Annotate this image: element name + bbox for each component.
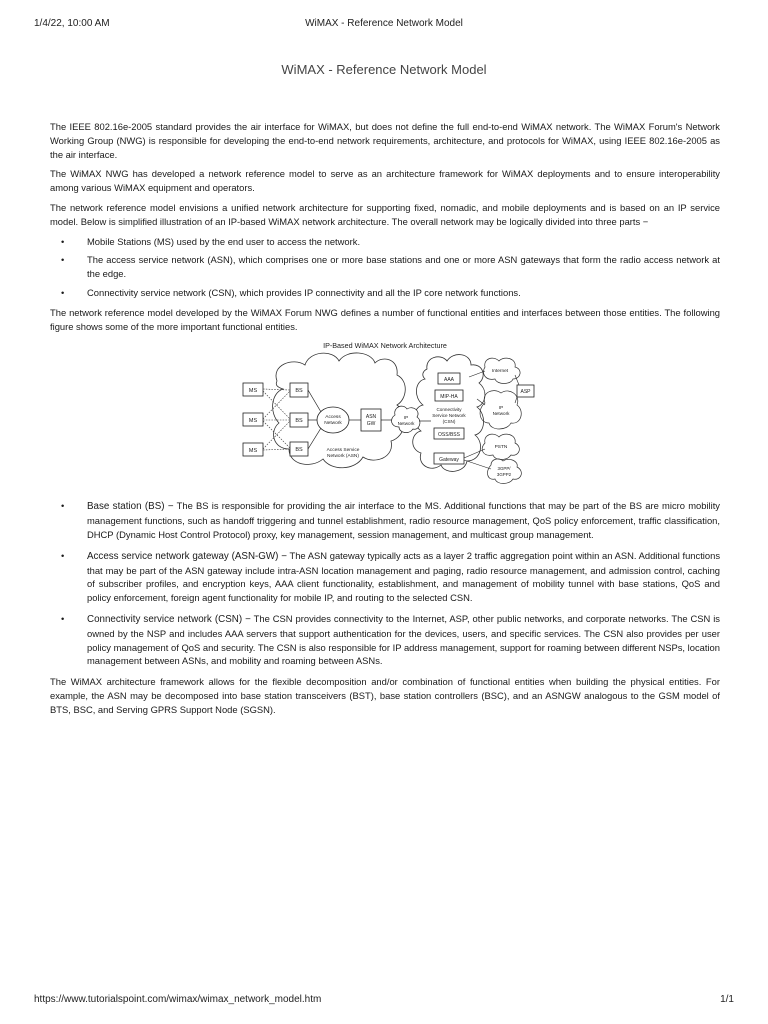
source-url: https://www.tutorialspoint.com/wimax/wimax_network_model.htm (34, 994, 322, 1005)
gpp-label: 3GPP/ (497, 466, 511, 472)
list-item (50, 612, 720, 668)
ms-label: MS (248, 418, 258, 425)
ip-network-mid-label: IP (403, 415, 409, 421)
bullet: • (61, 235, 65, 247)
list-item (50, 253, 720, 281)
print-title: WiMAX - Reference Network Model (305, 18, 463, 29)
asn-gw-label: GW (366, 421, 376, 428)
ip-network-right-label: IP (498, 405, 504, 411)
page-number: 1/1 (720, 994, 734, 1005)
article-body (50, 120, 720, 723)
csn-label: Connectivity (436, 407, 462, 413)
ms-label: MS (248, 448, 258, 455)
entity-description: The CSN provides connectivity to the Internet, ASP, other public networks, and corporate networks. The CSN is owned by the NSP and includes AAA servers that support authentication for the devices, users, and specific services. The CSN also provides per user policy management of QoS and security. The CSN is also responsible for IP address management, support for roaming between different NSPs, location management between ASNs, and mobility and roaming between ASNs. (87, 612, 720, 667)
list-item-text: Connectivity service network (CSN), which provides IP connectivity and all the IP core network functions. (87, 286, 521, 298)
list-item (50, 286, 720, 300)
asn-gw-box (361, 409, 381, 431)
asn-gw-label: ASN (365, 414, 377, 421)
list-item (50, 235, 720, 249)
entity-description: The ASN gateway typically acts as a layer 2 traffic aggregation point within an ASN. Additional functions that may be part of the ASN gateway include intra-ASN location management and paging, radio resource management, and admission control, caching of subscriber profiles, and encryption keys, AAA client functionality, establishment, and management of mobility tunnel with base stations, QoS and policy enforcement, foreign agent functionality for mobile IP, and routing to the selected CSN. (87, 549, 721, 604)
paragraph: The IEEE 802.16e-2005 standard provides the air interface for WiMAX, but does not define the full end-to-end WiMAX network. The WiMAX Forum's Network Working Group (NWG) is responsible for developing the end-to-end network requirements, architecture, and protocols for WiMAX, using IEEE 802.16e-2005 as the air interface. (50, 121, 720, 160)
bullet: • (61, 612, 65, 624)
paragraph: The WiMAX NWG has developed a network reference model to serve as an architecture framework for WiMAX deployments and to ensure interoperability among various WiMAX equipment and operators. (50, 168, 720, 194)
entity-term: Connectivity service network (CSN) − (87, 613, 251, 625)
ip-network-mid-label: Network (397, 421, 415, 427)
bs-label: BS (295, 447, 303, 454)
print-datetime: 1/4/22, 10:00 AM (34, 18, 110, 29)
paragraph: The network reference model envisions a unified network architecture for supporting fixed, nomadic, and mobile deployments and is based on an IP service model. Below is simplified illustration of an IP-based WiMAX network architecture. The overall network may be logically divided into three parts − (50, 201, 720, 227)
asn-label: Network (ASN) (327, 454, 359, 460)
entity-description: The BS is responsible for providing the air interface to the MS. Additional functions that may be part of the BS are micro mobility management functions, such as handoff triggering and tunnel establishment, radio resource management, QoS policy enforcement, traffic classification, DHCP (Dynamic Host Control Protocol) proxy, key management, session management, and multicast group management. (87, 500, 720, 540)
bs-label: BS (295, 388, 303, 395)
asp-label: ASP (520, 389, 531, 396)
paragraph: The WiMAX architecture framework allows for the flexible decomposition and/or combination of functional entities when building the physical entities. For example, the ASN may be decomposed into base station transceivers (BST), base station controllers (BSC), and an ASNGW analogous to the GSM model of BTS, BSC, and Serving GPRS Support Node (SGSN). (50, 676, 720, 715)
list-item (50, 499, 720, 541)
pstn-label: PSTN (494, 445, 508, 451)
access-network-label: Network (324, 421, 342, 427)
aaa-label: AAA (443, 377, 455, 384)
paragraph: The network reference model developed by the WiMAX Forum NWG defines a number of functional entities and interfaces between those entities. The following figure shows some of the more important functional entities. (50, 306, 720, 332)
ms-label: MS (248, 388, 258, 395)
access-network-label: Access (325, 415, 341, 421)
bullet: • (61, 254, 65, 266)
oss-bss-label: OSS/BSS (438, 432, 460, 439)
parts-list (50, 235, 720, 300)
csn-label: (CSN) (442, 419, 456, 425)
list-item (50, 549, 720, 605)
entities-list (50, 499, 720, 668)
gpp-label: 3GPP2 (496, 472, 512, 478)
bullet: • (61, 549, 65, 561)
page-header (34, 18, 734, 32)
mip-ha-label: MIP-HA (440, 394, 458, 401)
list-item-text: Mobile Stations (MS) used by the end user to access the network. (87, 235, 361, 247)
csn-label: Service Network (432, 413, 466, 419)
bs-label: BS (295, 418, 303, 425)
page-footer (34, 994, 734, 1008)
internet-label: Internet (491, 369, 509, 375)
entity-term: Base station (BS) − (87, 501, 174, 513)
list-item-text: The access service network (ASN), which comprises one or more base stations and one or more ASN gateways that form the radio access network at the edge. (87, 254, 720, 280)
page-title: WiMAX - Reference Network Model (281, 62, 487, 77)
bullet: • (61, 500, 65, 512)
access-network-node (317, 407, 349, 433)
ip-network-right-label: Network (492, 411, 510, 417)
entity-term: Access service network gateway (ASN-GW) − (87, 550, 287, 562)
gateway-label: Gateway (439, 457, 459, 464)
network-architecture-figure (235, 339, 535, 489)
asn-label: Access Service (326, 448, 360, 454)
bullet: • (61, 286, 65, 298)
figure-title: IP-Based WiMAX Network Architecture (323, 341, 447, 351)
external-links (464, 371, 519, 472)
